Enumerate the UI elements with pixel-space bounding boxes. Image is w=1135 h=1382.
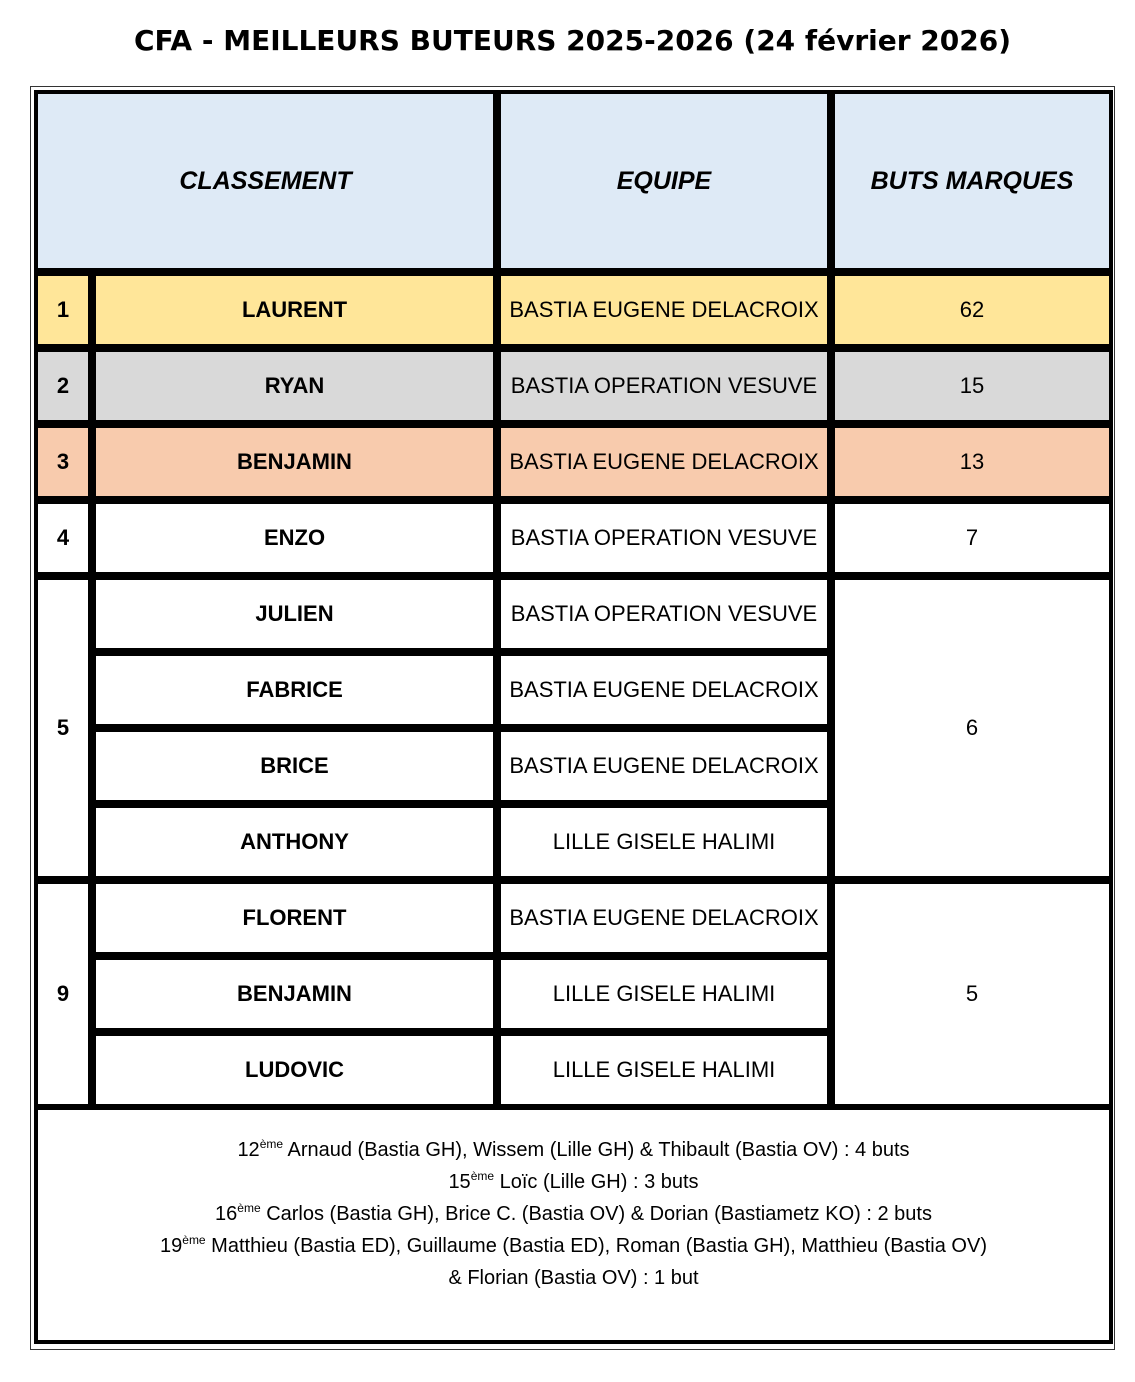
player-name-cell: LUDOVIC <box>92 1032 497 1108</box>
player-name-cell: BENJAMIN <box>92 424 497 500</box>
team-cell: LILLE GISELE HALIMI <box>497 956 831 1032</box>
team-cell: BASTIA EUGENE DELACROIX <box>497 272 831 348</box>
player-name-cell: RYAN <box>92 348 497 424</box>
rank-cell: 1 <box>34 272 92 348</box>
team-cell: BASTIA OPERATION VESUVE <box>497 348 831 424</box>
goals-cell: 6 <box>831 576 1113 880</box>
header-team: EQUIPE <box>497 90 831 272</box>
player-name-cell: JULIEN <box>92 576 497 652</box>
goals-cell: 5 <box>831 880 1113 1108</box>
rank-cell: 5 <box>34 576 92 880</box>
player-name-cell: LAURENT <box>92 272 497 348</box>
note-line: & Florian (Bastia OV) : 1 but <box>448 1267 699 1289</box>
player-name-cell: FABRICE <box>92 652 497 728</box>
team-cell: BASTIA OPERATION VESUVE <box>497 500 831 576</box>
page-title: CFA - MEILLEURS BUTEURS 2025-2026 (24 février 2026) <box>133 24 1012 57</box>
note-line: 19ème Matthieu (Bastia ED), Guillaume (Bastia ED), Roman (Bastia GH), Matthieu (Bastia OV) <box>160 1233 987 1257</box>
team-cell: LILLE GISELE HALIMI <box>497 1032 831 1108</box>
team-cell: BASTIA EUGENE DELACROIX <box>497 880 831 956</box>
header-rank: CLASSEMENT <box>34 90 497 272</box>
header-goals: BUTS MARQUES <box>831 90 1113 272</box>
goals-cell: 7 <box>831 500 1113 576</box>
note-line: 15ème Loïc (Lille GH) : 3 buts <box>448 1169 699 1193</box>
team-cell: BASTIA EUGENE DELACROIX <box>497 652 831 728</box>
note-line: 16ème Carlos (Bastia GH), Brice C. (Bastia OV) & Dorian (Bastiametz KO) : 2 buts <box>215 1201 932 1225</box>
rank-cell: 9 <box>34 880 92 1108</box>
team-cell: LILLE GISELE HALIMI <box>497 804 831 880</box>
rank-cell: 4 <box>34 500 92 576</box>
other-scorers-notes <box>34 1106 1113 1344</box>
player-name-cell: ANTHONY <box>92 804 497 880</box>
player-name-cell: ENZO <box>92 500 497 576</box>
team-cell: BASTIA EUGENE DELACROIX <box>497 728 831 804</box>
team-cell: BASTIA OPERATION VESUVE <box>497 576 831 652</box>
goals-cell: 15 <box>831 348 1113 424</box>
team-cell: BASTIA EUGENE DELACROIX <box>497 424 831 500</box>
goals-cell: 62 <box>831 272 1113 348</box>
note-line: 12ème Arnaud (Bastia GH), Wissem (Lille GH) & Thibault (Bastia OV) : 4 buts <box>237 1137 910 1161</box>
player-name-cell: BENJAMIN <box>92 956 497 1032</box>
goals-cell: 13 <box>831 424 1113 500</box>
rank-cell: 2 <box>34 348 92 424</box>
player-name-cell: FLORENT <box>92 880 497 956</box>
rank-cell: 3 <box>34 424 92 500</box>
player-name-cell: BRICE <box>92 728 497 804</box>
